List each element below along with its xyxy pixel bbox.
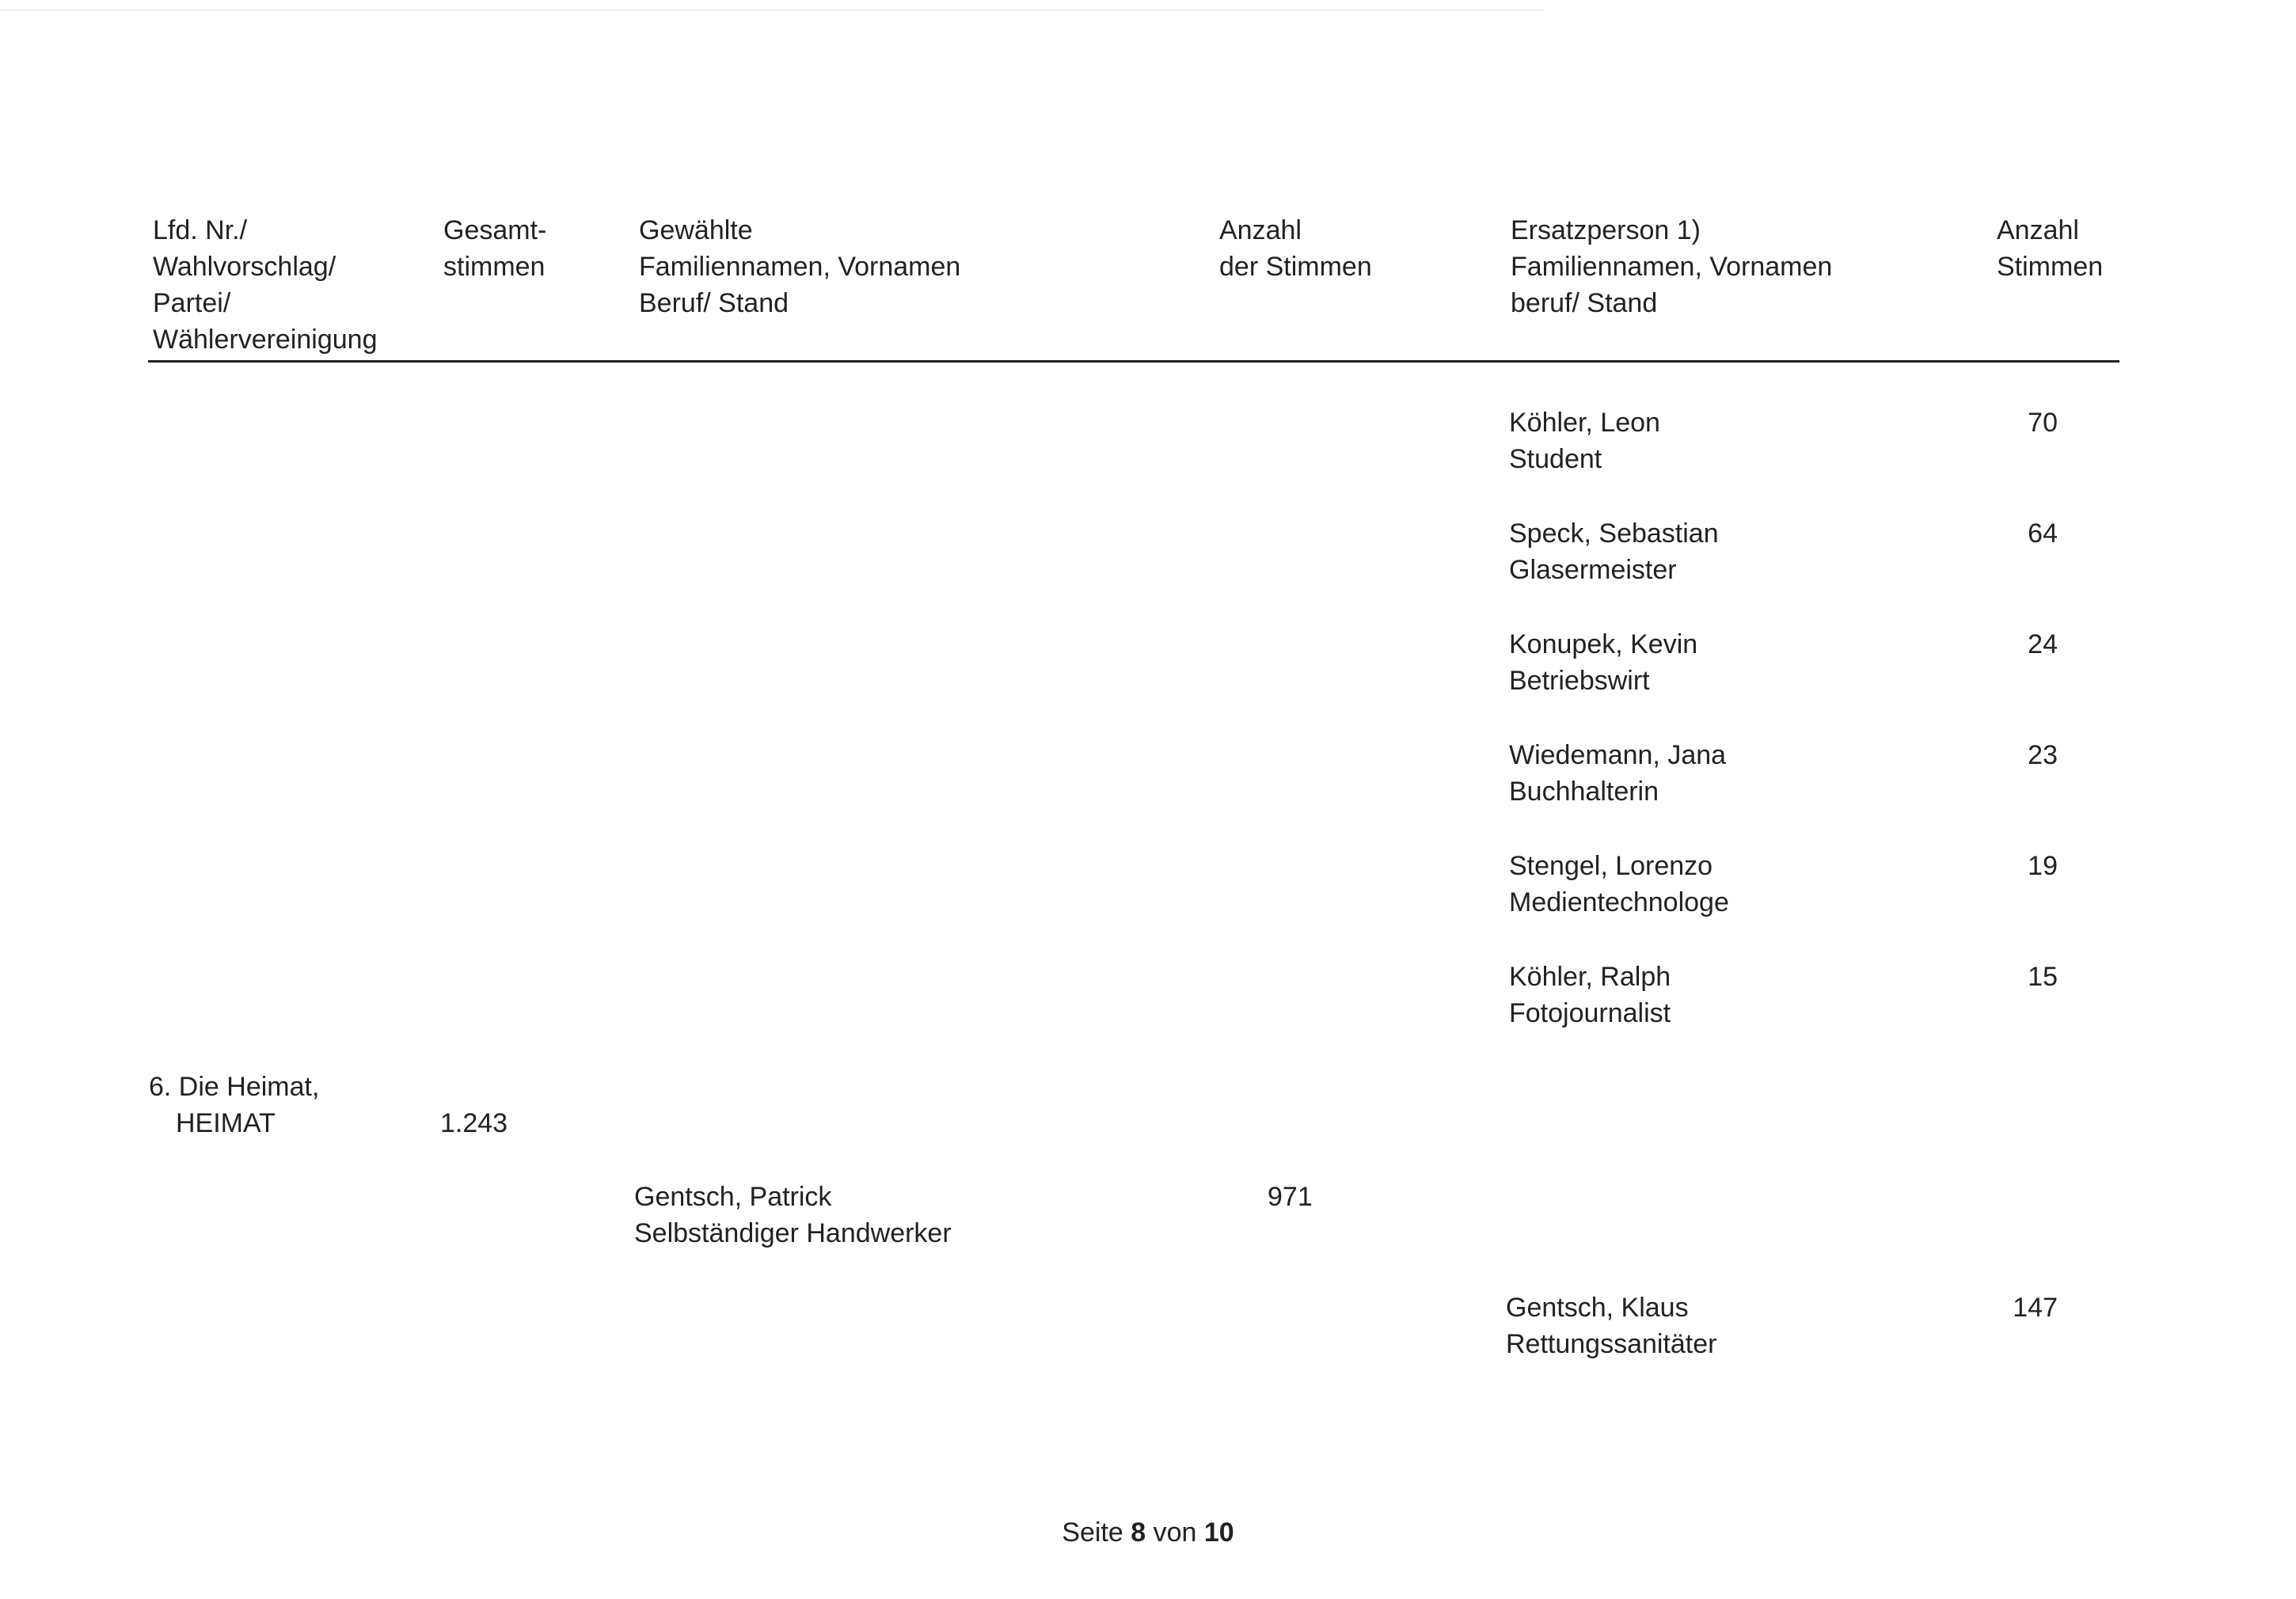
substitute-entry xyxy=(1509,737,1726,810)
substitute-votes: 64 xyxy=(2028,518,2058,549)
header-text: Partei/ xyxy=(153,288,231,318)
substitute-job: Fotojournalist xyxy=(1509,998,1671,1028)
header-col-substitute-votes xyxy=(1997,212,2103,285)
header-text: Lfd. Nr./ xyxy=(153,215,248,245)
substitute-entry xyxy=(1509,404,1660,477)
header-text: beruf/ Stand xyxy=(1511,288,1658,318)
substitute-job: Betriebswirt xyxy=(1509,666,1650,696)
header-rule xyxy=(148,360,2119,363)
header-text: Stimmen xyxy=(1997,252,2104,282)
elected-votes: 971 xyxy=(1268,1182,1313,1212)
substitute-entry xyxy=(1509,848,1729,921)
substitute-job: Student xyxy=(1509,444,1602,474)
substitute-entry xyxy=(1509,959,1671,1031)
substitute-votes: 23 xyxy=(2028,740,2058,770)
party-name: 6. Die Heimat, xyxy=(149,1072,320,1102)
substitute-job: Medientechnologe xyxy=(1509,887,1729,917)
header-text: Familiennamen, Vornamen xyxy=(639,252,961,282)
substitute-votes: 19 xyxy=(2028,851,2058,881)
substitute-job: Rettungssanitäter xyxy=(1506,1329,1717,1359)
header-text: Anzahl xyxy=(1997,215,2079,245)
footer-text: Seite xyxy=(1062,1517,1131,1548)
substitute-name: Konupek, Kevin xyxy=(1509,629,1698,659)
header-col-elected-votes xyxy=(1219,212,1372,285)
substitute-votes: 147 xyxy=(2013,1293,2058,1323)
substitute-entry xyxy=(1509,515,1719,588)
substitute-name: Wiedemann, Jana xyxy=(1509,740,1727,770)
substitute-job: Buchhalterin xyxy=(1509,777,1659,807)
substitute-name: Köhler, Ralph xyxy=(1509,962,1671,992)
substitute-name: Speck, Sebastian xyxy=(1509,518,1719,549)
header-col-elected xyxy=(639,212,960,321)
header-text: Gesamt- xyxy=(443,215,547,245)
party-total-votes: 1.243 xyxy=(440,1108,508,1138)
substitute-entry xyxy=(1506,1289,1717,1362)
elected-job: Selbständiger Handwerker xyxy=(634,1218,952,1248)
substitute-votes: 70 xyxy=(2028,408,2058,438)
header-text: Beruf/ Stand xyxy=(639,288,789,318)
header-col-list-number xyxy=(153,212,378,358)
header-col-substitute xyxy=(1511,212,1832,321)
substitute-job: Glasermeister xyxy=(1509,555,1677,585)
header-text: der Stimmen xyxy=(1219,252,1372,282)
substitute-votes: 24 xyxy=(2028,629,2058,659)
substitute-entry xyxy=(1509,626,1697,699)
header-text: stimmen xyxy=(443,252,545,282)
total-page-count: 10 xyxy=(1203,1517,1234,1548)
scan-edge-line xyxy=(0,9,1544,11)
current-page-number: 8 xyxy=(1131,1517,1146,1548)
header-col-total-votes xyxy=(443,212,546,285)
substitute-name: Stengel, Lorenzo xyxy=(1509,851,1713,881)
substitute-name: Köhler, Leon xyxy=(1509,408,1660,438)
header-text: Ersatzperson 1) xyxy=(1511,215,1701,245)
substitute-votes: 15 xyxy=(2028,962,2058,992)
header-text: Gewählte xyxy=(639,215,753,245)
header-text: Wahlvorschlag/ xyxy=(153,252,336,282)
header-text: Anzahl xyxy=(1219,215,1302,245)
header-text: Familiennamen, Vornamen xyxy=(1511,252,1833,282)
elected-entry xyxy=(634,1179,952,1251)
party-abbreviation: HEIMAT xyxy=(176,1108,276,1138)
footer-text: von xyxy=(1146,1517,1204,1548)
header-text: Wählervereinigung xyxy=(153,325,378,355)
elected-name: Gentsch, Patrick xyxy=(634,1182,832,1212)
substitute-name: Gentsch, Klaus xyxy=(1506,1293,1689,1323)
page-footer xyxy=(0,1514,2296,1551)
